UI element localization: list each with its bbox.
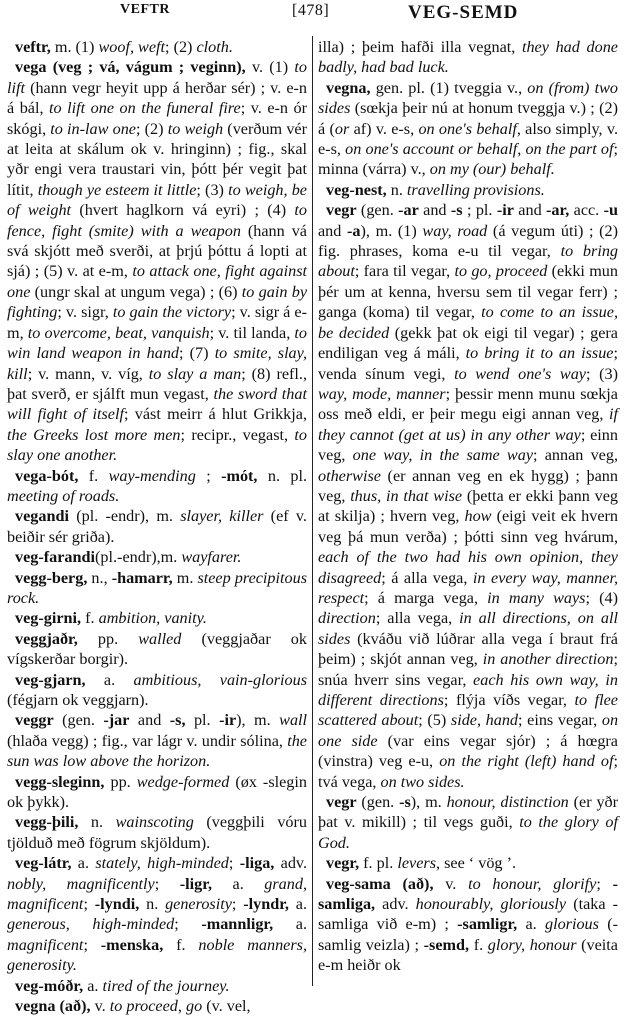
entry-text: af) v. e-s,: [349, 119, 419, 138]
headword: veg-móðr,: [15, 976, 84, 995]
headword: vegr: [326, 793, 357, 812]
entry-text: (pl.-endr),m.: [95, 548, 182, 567]
left-column: [7, 37, 307, 1017]
translation: to lift: [7, 58, 307, 97]
entry-text: ; v. sigr á e-m,: [7, 303, 307, 342]
entry-text: (veggjaðar ok vígskerðar borgir).: [7, 629, 307, 669]
translation: on one's account or behalf, on the part of: [345, 140, 614, 159]
entry-text: and: [418, 201, 451, 220]
entry-text: gen. pl. (1) tveggia v.,: [370, 78, 528, 97]
entry-text: pp.: [77, 629, 139, 648]
entry-text: ; v. mann, v. víg,: [27, 364, 149, 383]
dictionary-entry: [318, 200, 618, 792]
headword: vegr,: [326, 854, 360, 873]
dictionary-entry: [7, 608, 307, 628]
translation: on one's behalf: [418, 119, 517, 138]
entry-text: (veggþili vóru tjölduð með fögrum skjöldum).: [7, 813, 307, 852]
dictionary-entry: [7, 812, 307, 853]
translation: to attack one, fight against one: [7, 262, 307, 301]
entry-text: ; annan veg,: [533, 446, 619, 465]
headword: -samligr,: [457, 915, 518, 934]
entry-text: (øx -slegin ok þykk).: [7, 772, 307, 812]
entry-text: f.: [78, 466, 109, 485]
translation: honourably, gloriously: [415, 895, 567, 914]
entry-text: ; v. sigr,: [57, 303, 113, 322]
entry-text: (hvert haglkorn vá eyri) ; (4): [71, 201, 295, 220]
page-number: [478]: [292, 2, 330, 19]
entry-text: ;: [228, 854, 240, 873]
translation: glorious: [544, 915, 599, 934]
translation: the sun was low above the horizon.: [7, 731, 307, 771]
headword: vegr: [326, 201, 357, 220]
dictionary-entry: [7, 670, 307, 711]
entry-text: f.: [81, 609, 99, 628]
headword: vegg-sleginn,: [15, 772, 105, 791]
translation: wedge-formed: [136, 772, 230, 791]
translation: wall: [279, 711, 308, 730]
dictionary-entry: [7, 37, 307, 57]
entry-text: illa) ; þeim hafði illa vegnat,: [318, 38, 522, 56]
entry-text: (á vegum úti) ; (2) fig. phrases, koma e-u til vegar,: [318, 221, 619, 261]
entry-text: ; (3): [196, 180, 229, 199]
entry-text: ;: [195, 466, 222, 485]
entry-text: n.: [386, 180, 407, 199]
translation: to in-law one: [50, 119, 136, 138]
translation: thus, in that wise: [350, 486, 463, 505]
translation: otherwise: [318, 466, 381, 485]
translation: way, road: [422, 221, 488, 240]
translation: way, mode, manner: [318, 384, 446, 403]
entry-text: ), m. (1): [360, 221, 423, 240]
translation: they had done badly, had bad luck.: [318, 38, 618, 77]
headword: vega (veg ; vá, vágum ; veginn),: [15, 58, 246, 77]
headword: -jar: [103, 711, 130, 730]
headword: veg-girni,: [15, 609, 82, 628]
right-column: [318, 37, 618, 976]
entry-text: f. pl.: [359, 854, 398, 873]
translation: travelling provisions.: [406, 180, 545, 199]
headword: -ir: [496, 201, 514, 220]
entry-text: and: [129, 711, 170, 730]
dictionary-entry: [318, 874, 618, 976]
translation: magnificent: [7, 935, 84, 954]
headword: veg-farandi: [15, 548, 96, 567]
dictionary-entry: [7, 996, 307, 1016]
entry-text: (sœkja þeir nú at honum tveggja v.) ; (2) á (: [318, 99, 618, 138]
translation: steep precipitous rock.: [7, 568, 308, 607]
translation: to bring it to an issue: [465, 344, 614, 363]
translation: to smite, slay, kill: [7, 344, 307, 383]
entry-text: a.: [273, 915, 307, 934]
entry-text: (v. vel,: [202, 997, 251, 1016]
headword: -lyndr,: [243, 895, 289, 914]
entry-text: ; alla vega,: [375, 609, 460, 628]
translation: cloth.: [196, 38, 233, 56]
dictionary-entry: [7, 853, 307, 975]
translation: to the glory of God.: [318, 813, 618, 852]
translation: glory, honour: [487, 935, 577, 954]
dictionary-entry: [7, 710, 307, 771]
headword: -semd,: [423, 935, 470, 954]
translation: side, hand: [450, 711, 519, 730]
entry-text: (ef v. beiðir sér griða).: [7, 507, 307, 546]
entry-text: adv.: [274, 854, 308, 873]
translation: on the right (left) hand of: [439, 752, 614, 771]
entry-text: ; eins vegar,: [518, 711, 602, 730]
entry-text: (er yðr þat v. mikill) ; til vegs guði,: [318, 793, 619, 832]
headword: vega-bót,: [15, 466, 79, 485]
entry-text: , also simply, v. e-s,: [318, 119, 618, 159]
headword: vegna,: [326, 78, 371, 97]
headword: vegg-berg,: [15, 568, 88, 587]
entry-text: and: [318, 221, 348, 240]
entry-text: ; pl.: [462, 201, 497, 220]
headword: -mót,: [221, 466, 258, 485]
translation: direction: [318, 609, 376, 628]
translation: in all directions, on all sides: [318, 609, 618, 648]
headword: vegg-þili,: [15, 813, 79, 832]
entry-text: ; minna (várra) v.,: [318, 140, 619, 179]
headword: -lyndi,: [94, 895, 140, 914]
entry-text: ; recipr., vegast,: [180, 425, 295, 444]
translation: to overcome, beat, vanquish: [27, 323, 210, 342]
translation: nobly, magnificently: [7, 874, 155, 893]
translation: in many ways: [487, 588, 586, 607]
headword: veg-gjarn,: [15, 670, 86, 689]
headword: -ligr,: [179, 874, 212, 893]
entry-text: a.: [517, 915, 545, 934]
headword: -s: [399, 793, 411, 812]
entry-text: ;: [83, 895, 95, 914]
entry-text: n.: [78, 813, 116, 832]
entry-text: v. (1): [245, 58, 295, 77]
translation: in another direction: [482, 650, 614, 669]
translation: to bring about: [318, 242, 619, 281]
entry-text: a.: [288, 895, 307, 914]
entry-text: m. (1): [50, 38, 99, 56]
entry-text: ;: [596, 874, 613, 893]
entry-text: adv.: [375, 895, 416, 914]
translation: each of the two had his own opinion, they disagreed: [318, 548, 618, 587]
translation: to weigh, be of weight: [7, 180, 307, 220]
headword: -a: [347, 221, 361, 240]
translation: honour, distinction: [446, 793, 569, 812]
translation: wainscoting: [115, 813, 194, 832]
headword: veftr,: [15, 38, 51, 56]
entry-text: (kváðu við lúðrar alla vega í braut frá þeim) ; skjót annan veg,: [318, 629, 618, 669]
dictionary-entry: [318, 78, 618, 180]
entry-text: (eigi veit ek hvern veg þá mun verða) ; þótti sinn veg hvárum,: [318, 507, 619, 546]
translation: stately, high-minded: [95, 854, 229, 873]
entry-text: ; fara til vegar,: [354, 262, 455, 281]
headword: -hamarr,: [111, 568, 173, 587]
translation: levers: [397, 854, 436, 873]
translation: to fence, fight (smite) with a weapon: [7, 201, 307, 240]
entry-text: ; einn veg,: [318, 425, 618, 465]
running-head-right: VEG-SEMD: [408, 2, 519, 23]
running-head-left: VEFTR: [120, 2, 170, 17]
entry-text: ; (5): [418, 711, 451, 730]
entry-text: ; (3): [585, 364, 618, 383]
entry-text: pp.: [104, 772, 137, 791]
translation: or: [334, 119, 350, 138]
entry-text: (var eins vegar sjór) ; á hœgra (vinstra) veg e-u,: [318, 731, 618, 771]
dictionary-entry: [7, 57, 307, 465]
translation: to wend one's way: [454, 364, 586, 383]
translation: though ye esteem it little: [37, 180, 197, 199]
entry-text: (taka -samliga við e-m) ;: [318, 895, 618, 934]
entry-text: and: [513, 201, 547, 220]
translation: wayfarer.: [181, 548, 242, 567]
entry-text: f.: [163, 935, 199, 954]
headword: -samliga,: [318, 874, 619, 914]
translation: ambition, vanity.: [98, 609, 207, 628]
translation: way-mending: [108, 466, 196, 485]
translation: in every way, manner, respect: [318, 568, 618, 607]
entry-text: pl.: [185, 711, 220, 730]
entry-text: n.,: [87, 568, 112, 587]
entry-text: n. pl.: [257, 466, 308, 485]
entry-text: v.: [90, 997, 110, 1016]
dictionary-entry: [318, 180, 618, 200]
entry-text: (ekki mun þér um at kenna, hversu sem til vegar ferr) ; ganga (koma) til vegar,: [318, 262, 618, 322]
translation: to go, proceed: [454, 262, 548, 281]
entry-text: ; (7): [179, 344, 215, 363]
dictionary-entry: [318, 853, 618, 873]
translation: grand, magnificent: [7, 874, 307, 914]
entry-text: (verðum vér at leita at skálum ok v. hringinn) ; fig., skal yðr engi vera traustari vin, þótt þér vegit þat lítit,: [7, 119, 307, 199]
entry-text: (hlaða vegg) ; fig., var lágr v. undir sólina,: [7, 731, 288, 750]
entry-text: , see ‘ vög ’.: [436, 854, 517, 873]
translation: to lift one on the funeral fire: [49, 99, 241, 118]
entry-text: (gen.: [356, 793, 400, 812]
headword: -menska,: [100, 935, 164, 954]
entry-text: v.: [433, 874, 469, 893]
dictionary-entry: [7, 568, 307, 609]
entry-text: ;: [154, 874, 180, 893]
entry-text: ; venda sínum vegi,: [318, 344, 618, 383]
entry-text: (veita e-m heiðr ok: [318, 935, 618, 975]
column-divider: [312, 36, 313, 986]
entry-text: m.: [172, 568, 198, 587]
headword: -ar: [398, 201, 419, 220]
entry-text: acc.: [569, 201, 604, 220]
dictionary-entry: [7, 629, 307, 670]
entry-text: a.: [212, 874, 265, 893]
dictionary-entry: [318, 792, 618, 853]
translation: on my (our) behalf.: [429, 160, 555, 179]
entry-text: f.: [469, 935, 488, 954]
entry-text: ; v. e-n ór skógi,: [7, 99, 307, 138]
entry-text: (-samlig veizla) ;: [318, 915, 619, 954]
translation: to proceed, go: [109, 997, 203, 1016]
entry-text: (gen.: [356, 201, 399, 220]
translation: to gain by fighting: [7, 282, 308, 322]
entry-text: ; (2): [135, 119, 168, 138]
headword: -s,: [169, 711, 186, 730]
headword: veggr: [15, 711, 54, 730]
entry-text: ; tvá vega,: [318, 752, 618, 791]
entry-text: a.: [83, 976, 103, 995]
translation: the sword that will fight of itself: [7, 384, 307, 424]
entry-text: ; (8) refl., þat sverð, er sjálft mun vegast,: [7, 364, 307, 403]
translation: the Greeks lost more men: [7, 425, 181, 444]
headword: vegna (að),: [15, 997, 91, 1016]
entry-text: ; vást meirr á hlut Grikkja,: [123, 405, 307, 424]
translation: to slay one another.: [7, 425, 307, 465]
headword: -ar,: [546, 201, 570, 220]
translation: one way, in the same way: [352, 446, 534, 465]
entry-text: ; flýja víðs vegar,: [443, 691, 575, 709]
entry-text: ;: [174, 915, 202, 934]
translation: ambitious, vain-glorious: [133, 670, 307, 689]
headword: -liga,: [239, 854, 275, 873]
translation: to weigh: [167, 119, 224, 138]
entry-text: ; á alla vega,: [381, 568, 473, 587]
entry-text: (hann vá svá skjótt með sverði, at þrjú þóttu á lopti at sjá) ; (5) v. at e-m,: [7, 221, 307, 281]
headword: veg-sama (að),: [326, 874, 434, 893]
headword: -s: [450, 201, 463, 220]
dictionary-entry: [7, 547, 307, 567]
entry-text: n.: [139, 895, 166, 914]
translation: to flee scattered about: [318, 691, 618, 730]
entry-text: ;: [83, 935, 101, 954]
translation: generosity: [165, 895, 232, 914]
dictionary-entry: [318, 37, 618, 78]
dictionary-entry: [7, 976, 307, 996]
headword: vegandi: [15, 507, 69, 526]
translation: generous, high-minded: [7, 915, 175, 934]
entry-text: ; þessir menn munu sœkja oss með eldi, er þeir megu eigi annan veg,: [318, 384, 618, 424]
translation: tired of the journey.: [102, 976, 230, 995]
headword: -u: [603, 201, 619, 220]
headword: veg-látr,: [15, 854, 72, 873]
entry-text: (ungr skal at ungum vega) ; (6): [30, 282, 242, 301]
dictionary-entry: [7, 466, 307, 507]
translation: to honour, glorify: [468, 874, 597, 893]
entry-text: ; (4): [585, 588, 618, 607]
translation: on two sides.: [380, 772, 465, 791]
translation: walled: [138, 629, 182, 648]
translation: to gain the victory: [112, 303, 232, 322]
entry-text: (hann vegr heyit upp á herðar sér) ; v. e-n á bál,: [7, 78, 307, 118]
translation: noble manners, generosity.: [7, 935, 308, 975]
headword: -mannligr,: [201, 915, 274, 934]
entry-text: (pl. -endr), m.: [68, 507, 181, 526]
entry-text: ; v. til landa,: [209, 323, 295, 342]
headword: veg-nest,: [326, 180, 387, 199]
entry-text: ;: [231, 895, 244, 914]
entry-text: (er annan veg en ek hygg) ; þann veg,: [318, 466, 618, 505]
entry-text: a.: [85, 670, 134, 689]
entry-text: a.: [71, 854, 96, 873]
translation: woof, weft: [98, 38, 166, 56]
translation: meeting of roads.: [7, 486, 120, 505]
entry-text: ; snúa hverr sins vegar,: [318, 650, 618, 689]
entry-text: (gekk þat ok eigi til vegar) ; gera endiligan veg á máli,: [318, 323, 618, 363]
translation: to come to an issue, be decided: [318, 303, 618, 342]
translation: on (from) two sides: [318, 78, 618, 118]
entry-text: (fégjarn ok veggjarn).: [7, 691, 149, 709]
entry-text: ; (2): [165, 38, 197, 56]
entry-text: ), m.: [410, 793, 447, 812]
translation: to slay a man: [148, 364, 242, 383]
headword: -ir: [219, 711, 237, 730]
translation: on one side: [318, 711, 619, 750]
entry-text: ), m.: [236, 711, 280, 730]
entry-text: (gen.: [53, 711, 104, 730]
dictionary-entry: [7, 772, 307, 813]
entry-text: (þetta er ekki þann veg at skilja) ; hvern veg,: [318, 486, 618, 526]
translation: how: [464, 507, 492, 526]
translation: to win land weapon in hand: [7, 323, 307, 363]
translation: if they cannot (get at us) in any other way: [318, 405, 618, 444]
translation: slayer, killer: [180, 507, 264, 526]
dictionary-entry: [7, 506, 307, 547]
headword: veggjaðr,: [15, 629, 78, 648]
translation: each his own way, in different directions: [318, 670, 618, 709]
entry-text: ; á marga vega,: [364, 588, 488, 607]
